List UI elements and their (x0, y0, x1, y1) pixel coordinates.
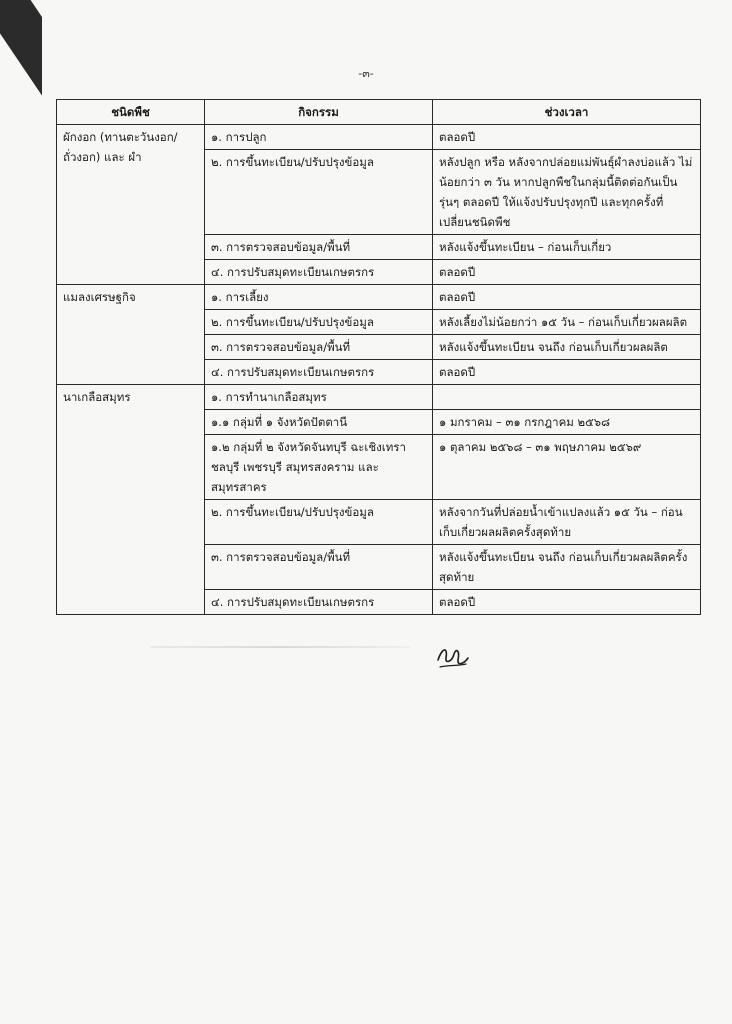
activity-cell: ๑.๑ กลุ่มที่ ๑ จังหวัดปัตตานี (205, 410, 433, 435)
activity-cell: ๑. การทำนาเกลือสมุทร (205, 385, 433, 410)
activity-cell: ๔. การปรับสมุดทะเบียนเกษตรกร (205, 260, 433, 285)
table-header-row (57, 100, 701, 125)
crop-cell: นาเกลือสมุทร (57, 385, 205, 615)
period-cell: หลังจากวันที่ปล่อยน้ำเข้าแปลงแล้ว ๑๕ วัน – ก่อนเก็บเกี่ยวผลผลิตครั้งสุดท้าย (433, 500, 701, 545)
crop-cell: ผักงอก (ทานตะวันงอก/ถั่วงอก) และ ผำ (57, 125, 205, 285)
period-cell: หลังปลูก หรือ หลังจากปล่อยแม่พันธุ์ผำลงบ่อแล้ว ไม่น้อยกว่า ๓ วัน หากปลูกพืชในกลุ่มนี้ติดต่อกันเป็นรุ่นๆ ตลอดปี ให้แจ้งปรับปรุงทุกปี และทุกครั้งที่เปลี่ยนชนิดพืช (433, 150, 701, 235)
period-cell: ตลอดปี (433, 360, 701, 385)
header-crop: ชนิดพืช (57, 100, 205, 125)
period-cell: หลังแจ้งขึ้นทะเบียน – ก่อนเก็บเกี่ยว (433, 235, 701, 260)
activity-cell: ๑. การเลี้ยง (205, 285, 433, 310)
activity-cell: ๓. การตรวจสอบข้อมูล/พื้นที่ (205, 335, 433, 360)
period-cell: ตลอดปี (433, 125, 701, 150)
header-activity: กิจกรรม (205, 100, 433, 125)
activity-cell: ๔. การปรับสมุดทะเบียนเกษตรกร (205, 590, 433, 615)
page-number: -๓- (358, 67, 374, 80)
scan-smudge (150, 646, 410, 648)
table-body (57, 125, 701, 615)
period-cell: หลังแจ้งขึ้นทะเบียน จนถึง ก่อนเก็บเกี่ยวผลผลิต (433, 335, 701, 360)
crop-cell: แมลงเศรษฐกิจ (57, 285, 205, 385)
activity-cell: ๑. การปลูก (205, 125, 433, 150)
period-cell: ๑ มกราคม – ๓๑ กรกฎาคม ๒๕๖๘ (433, 410, 701, 435)
period-cell: หลังแจ้งขึ้นทะเบียน จนถึง ก่อนเก็บเกี่ยวผลผลิตครั้งสุดท้าย (433, 545, 701, 590)
handwritten-signature (434, 640, 474, 676)
activity-cell: ๑.๒ กลุ่มที่ ๒ จังหวัดจันทบุรี ฉะเชิงเทรา ชลบุรี เพชรบุรี สมุทรสงคราม และสมุทรสาคร (205, 435, 433, 500)
activity-cell: ๒. การขึ้นทะเบียน/ปรับปรุงข้อมูล (205, 500, 433, 545)
header-period: ช่วงเวลา (433, 100, 701, 125)
table-row (57, 125, 701, 150)
period-cell: ตลอดปี (433, 285, 701, 310)
period-cell: หลังเลี้ยงไม่น้อยกว่า ๑๕ วัน – ก่อนเก็บเกี่ยวผลผลิต (433, 310, 701, 335)
period-cell: ตลอดปี (433, 590, 701, 615)
table-row (57, 285, 701, 310)
period-cell: ๑ ตุลาคม ๒๕๖๘ – ๓๑ พฤษภาคม ๒๕๖๙ (433, 435, 701, 500)
signature-icon (434, 640, 474, 672)
activity-cell: ๔. การปรับสมุดทะเบียนเกษตรกร (205, 360, 433, 385)
period-cell (433, 385, 701, 410)
activity-cell: ๓. การตรวจสอบข้อมูล/พื้นที่ (205, 545, 433, 590)
table-row (57, 385, 701, 410)
schedule-table (56, 99, 701, 615)
scan-corner-mark (0, 0, 42, 108)
activity-cell: ๒. การขึ้นทะเบียน/ปรับปรุงข้อมูล (205, 310, 433, 335)
activity-cell: ๓. การตรวจสอบข้อมูล/พื้นที่ (205, 235, 433, 260)
activity-cell: ๒. การขึ้นทะเบียน/ปรับปรุงข้อมูล (205, 150, 433, 235)
period-cell: ตลอดปี (433, 260, 701, 285)
